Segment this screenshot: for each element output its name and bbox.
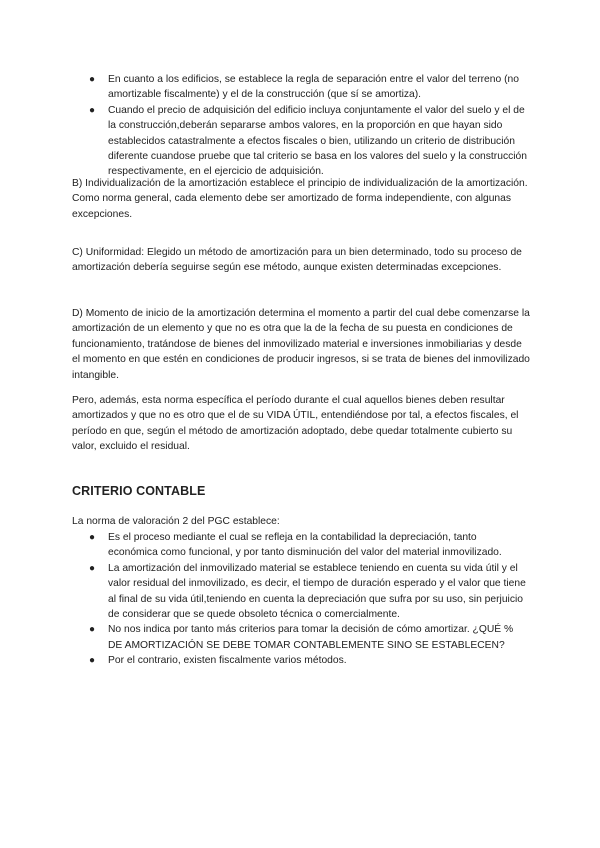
bullet-icon: ●: [89, 624, 96, 636]
bullet-icon: ●: [89, 655, 96, 667]
list-item-text: Por el contrario, existen fiscalmente varios métodos.: [108, 655, 347, 667]
list-item: [89, 530, 528, 561]
list-item: [89, 561, 528, 623]
list-item-text: No nos indica por tanto más criterios para tomar la decisión de cómo amortizar. ¿QUÉ % DE AMORTIZACIÓN SE DEBE TOMAR CONTABLEMENTE SINO SE ESTABLECEN?: [108, 624, 514, 651]
bullet-icon: ●: [89, 104, 96, 116]
list-item: [89, 622, 528, 653]
list-item-text: Es el proceso mediante el cual se refleja en la contabilidad la depreciación, tanto económica como funcional, y por tanto disminución del valor del material inmovilizado.: [108, 532, 502, 559]
list-item-text: Cuando el precio de adquisición del edificio incluya conjuntamente el valor del suelo y el de la construcción,deberán separarse ambos valores, en la proporción en que hayan sido establecidos catastralmente a efectos fiscales o bien, utilizando un criterio de distribución diferente cuandose pruebe que tal criterio se basa en los valores del suelo y la construcción respectivamente, en el ejercicio de adquisición.: [108, 104, 527, 178]
paragraph-b: B) Individualización de la amortización establece el principio de individualización de la amortización. Como norma general, cada elemento debe ser amortizado de forma independiente, con algunas excepciones.: [72, 178, 528, 220]
intro-text: La norma de valoración 2 del PGC establece:: [72, 516, 280, 527]
paragraph-d: D) Momento de inicio de la amortización determina el momento a partir del cual debe comenzarse la amortización de un elemento y que no es otra que la de la fecha de su puesta en condiciones de funcionamiento, tratándose de bienes del inmovilizado material e inversiones inmobiliarias y desde el momento en que estén en condiciones de producir ingresos, si se trata de bienes del inmovilizado intangible.: [72, 308, 530, 381]
list-item-text: La amortización del inmovilizado material se establece teniendo en cuenta su vida útil y el valor residual del inmovilizado, es decir, el tiempo de duración esperado y el valor que tiene al final de su vida útil,teniendo en cuenta la depreciación que sufra por su uso, sin perjuicio de considerar que se quede obsoleto técnica o comercialmente.: [108, 562, 526, 621]
list-item-text: En cuanto a los edificios, se establece la regla de separación entre el valor del terreno (no amortizable fiscalmente) y el de la construcción (que sí se amortiza).: [108, 74, 519, 101]
list-item: [89, 72, 528, 103]
criteria-bullet-list: [89, 530, 528, 669]
paragraph-c: C) Uniformidad: Elegido un método de amortización para un bien determinado, todo su proceso de amortización debería seguirse según ese método, aunque existen determinadas excepciones.: [72, 247, 522, 274]
list-item: [89, 653, 528, 668]
section-heading: CRITERIO CONTABLE: [72, 484, 206, 498]
paragraph-pero: Pero, además, esta norma específica el período durante el cual aquellos bienes deben resultar amortizados y que no es otro que el de su VIDA ÚTIL, entendiéndose por tal, a efectos fiscales, el período en que, según el método de amortización adoptado, debe quedar totalmente cubierto su valor, excluido el residual.: [72, 395, 519, 453]
bullet-icon: ●: [89, 74, 96, 85]
top-bullet-list: [89, 72, 528, 180]
list-item: [89, 103, 528, 180]
bullet-icon: ●: [89, 532, 96, 543]
bullet-icon: ●: [89, 562, 96, 574]
